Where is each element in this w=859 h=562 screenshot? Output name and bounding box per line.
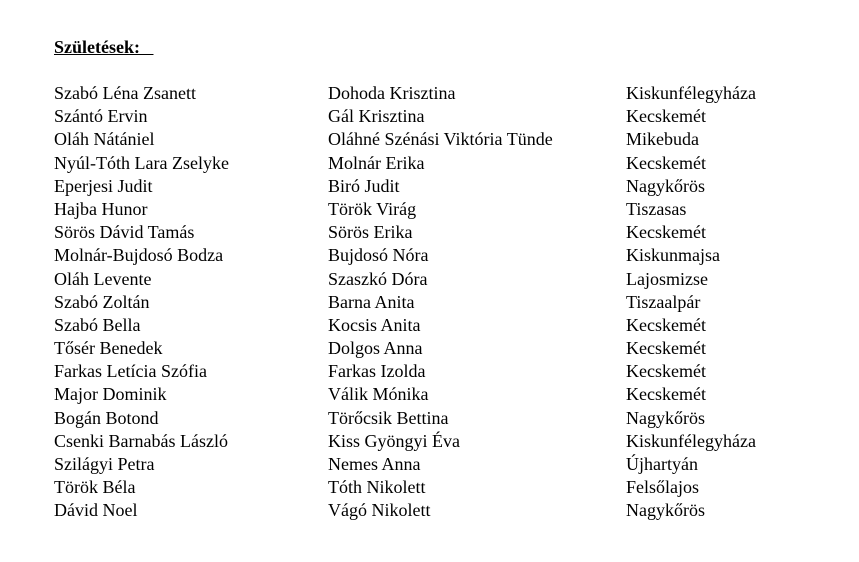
town-cell: Mikebuda [626, 129, 699, 150]
town-cell: Kiskunfélegyháza [626, 83, 756, 103]
table-row [54, 407, 844, 430]
mother-name-cell: Vágó Nikolett [328, 500, 431, 521]
table-row [54, 499, 844, 522]
town-cell: Felsőlajos [626, 477, 700, 498]
mother-name-cell: Kiss Gyöngyi Éva [328, 430, 460, 451]
town-cell: Nagykőrös [626, 500, 705, 521]
table-row [54, 383, 844, 406]
mother-name-cell: Dolgos Anna [328, 338, 423, 359]
mother-name-cell: Biró Judit [328, 175, 400, 196]
baby-name-cell: Eperjesi Judit [54, 175, 153, 196]
baby-name-cell: Szilágyi Petra [54, 454, 155, 474]
baby-name-cell: Szabó Zoltán [54, 291, 150, 312]
mother-name-cell: Bujdosó Nóra [328, 245, 429, 266]
town-cell: Nagykőrös [626, 175, 705, 196]
mother-name-cell: Nemes Anna [328, 454, 421, 474]
table-row [54, 360, 844, 383]
table-row [54, 175, 844, 198]
table-row [54, 268, 844, 291]
town-cell: Újhartyán [626, 454, 698, 474]
mother-name-cell: Gál Krisztina [328, 106, 425, 127]
births-table [54, 82, 844, 523]
mother-name-cell: Dohoda Krisztina [328, 83, 456, 103]
baby-name-cell: Major Dominik [54, 384, 167, 405]
mother-name-cell: Barna Anita [328, 291, 415, 312]
baby-name-cell: Szabó Léna Zsanett [54, 83, 196, 103]
table-row [54, 453, 844, 476]
town-cell: Nagykőrös [626, 407, 705, 428]
baby-name-cell: Oláh Nátániel [54, 129, 155, 150]
town-cell: Tiszaalpár [626, 291, 701, 312]
table-row [54, 198, 844, 221]
town-cell: Kecskemét [626, 106, 706, 127]
baby-name-cell: Oláh Levente [54, 268, 152, 289]
baby-name-cell: Szabó Bella [54, 314, 141, 335]
table-row [54, 337, 844, 360]
baby-name-cell: Nyúl-Tóth Lara Zselyke [54, 152, 229, 173]
mother-name-cell: Oláhné Szénási Viktória Tünde [328, 129, 553, 150]
baby-name-cell: Csenki Barnabás László [54, 430, 228, 451]
table-row [54, 105, 844, 128]
town-cell: Kecskemét [626, 361, 706, 382]
town-cell: Kiskunfélegyháza [626, 430, 756, 451]
mother-name-cell: Sörös Erika [328, 222, 413, 243]
town-cell: Kecskemét [626, 384, 706, 405]
table-row [54, 128, 844, 151]
table-row [54, 221, 844, 244]
mother-name-cell: Molnár Erika [328, 152, 425, 173]
table-row [54, 244, 844, 267]
mother-name-cell: Török Virág [328, 198, 417, 219]
table-row [54, 476, 844, 499]
page-heading: Születések: [54, 37, 154, 57]
baby-name-cell: Hajba Hunor [54, 198, 148, 219]
baby-name-cell: Török Béla [54, 477, 136, 498]
mother-name-cell: Farkas Izolda [328, 361, 426, 382]
baby-name-cell: Szántó Ervin [54, 106, 148, 127]
baby-name-cell: Farkas Letícia Szófia [54, 361, 207, 382]
table-row [54, 291, 844, 314]
baby-name-cell: Tősér Benedek [54, 338, 163, 359]
mother-name-cell: Tóth Nikolett [328, 477, 426, 498]
baby-name-cell: Molnár-Bujdosó Bodza [54, 245, 224, 266]
baby-name-cell: Bogán Botond [54, 407, 159, 428]
table-row [54, 82, 844, 105]
table-row [54, 430, 844, 453]
mother-name-cell: Kocsis Anita [328, 314, 421, 335]
baby-name-cell: Dávid Noel [54, 500, 138, 521]
town-cell: Kecskemét [626, 152, 706, 173]
table-row [54, 152, 844, 175]
mother-name-cell: Válik Mónika [328, 384, 429, 405]
town-cell: Kiskunmajsa [626, 245, 720, 266]
town-cell: Kecskemét [626, 338, 706, 359]
town-cell: Tiszasas [626, 198, 687, 219]
town-cell: Lajosmizse [626, 268, 708, 289]
baby-name-cell: Sörös Dávid Tamás [54, 222, 195, 243]
mother-name-cell: Szaszkó Dóra [328, 268, 428, 289]
town-cell: Kecskemét [626, 222, 706, 243]
table-row [54, 314, 844, 337]
mother-name-cell: Törőcsik Bettina [328, 407, 449, 428]
town-cell: Kecskemét [626, 314, 706, 335]
